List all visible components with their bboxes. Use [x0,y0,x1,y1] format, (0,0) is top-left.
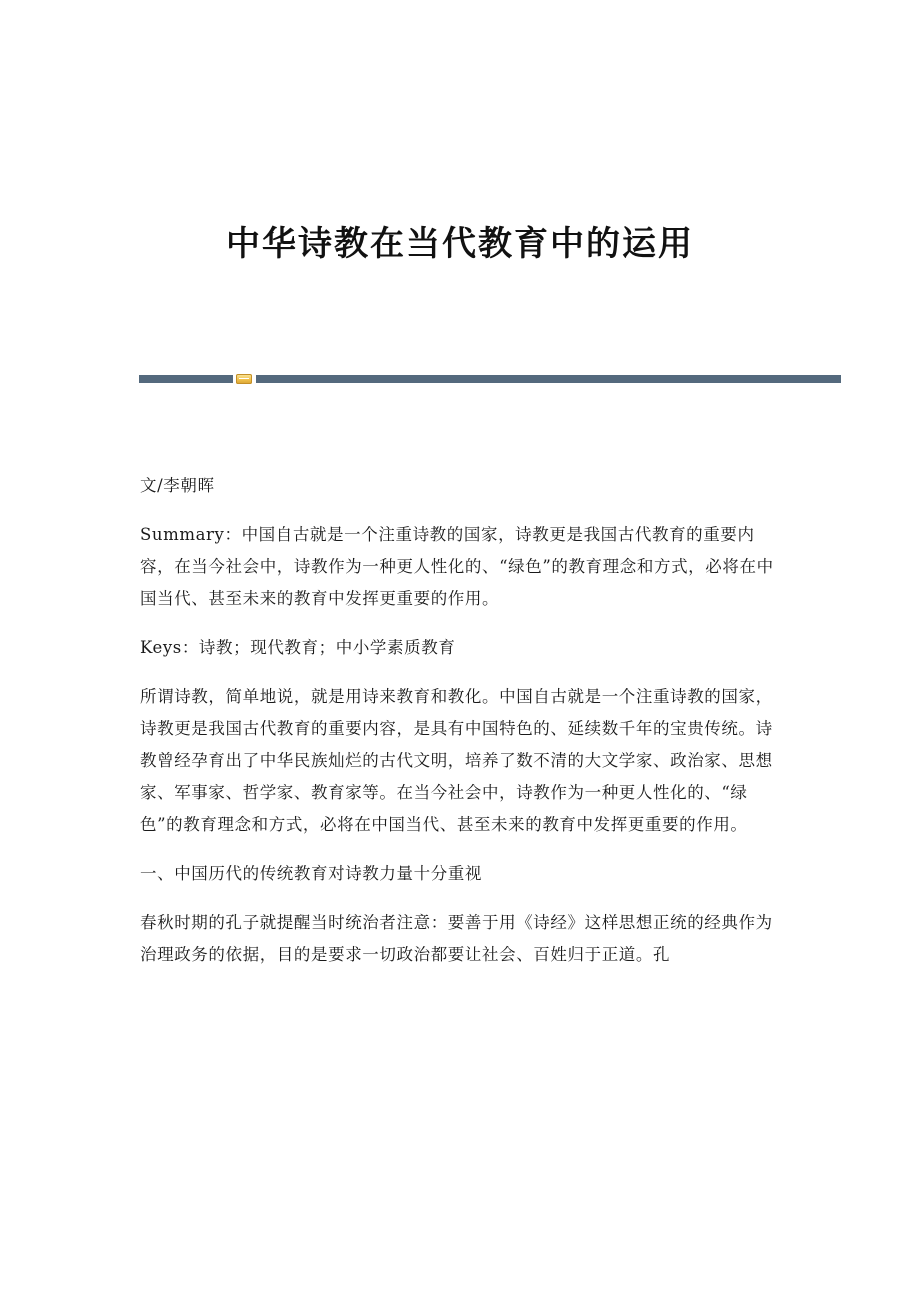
divider-ornament-icon [236,374,252,384]
title-divider [139,374,841,384]
divider-bar-right [256,375,841,383]
article-body [140,470,780,988]
body-paragraph: 所谓诗教，简单地说，就是用诗来教育和教化。中国自古就是一个注重诗教的国家，诗教更是我国古代教育的重要内容，是具有中国特色的、延续数千年的宝贵传统。诗教曾经孕育出了中华民族灿烂的古代文明，培养了数不清的大文学家、政治家、思想家、军事家、哲学家、教育家等。在当今社会中，诗教作为一种更人性化的、“绿色”的教育理念和方式，必将在中国当代、甚至未来的教育中发挥更重要的作用。 [140,687,773,834]
page-title: 中华诗教在当代教育中的运用 [226,224,694,264]
author-line: 文/李朝晖 [140,476,215,495]
divider-bar-left [139,375,233,383]
keywords-line: Keys：诗教；现代教育；中小学素质教育 [140,638,456,657]
summary-paragraph: Summary：中国自古就是一个注重诗教的国家，诗教更是我国古代教育的重要内容，在当今社会中，诗教作为一种更人性化的、“绿色”的教育理念和方式，必将在中国当代、甚至未来的教育中发挥更重要的作用。 [140,525,774,608]
body-paragraph: 春秋时期的孔子就提醒当时统治者注意：要善于用《诗经》这样思想正统的经典作为治理政务的依据，目的是要求一切政治都要让社会、百姓归于正道。孔 [140,913,773,964]
section-heading: 一、中国历代的传统教育对诗教力量十分重视 [140,864,482,883]
